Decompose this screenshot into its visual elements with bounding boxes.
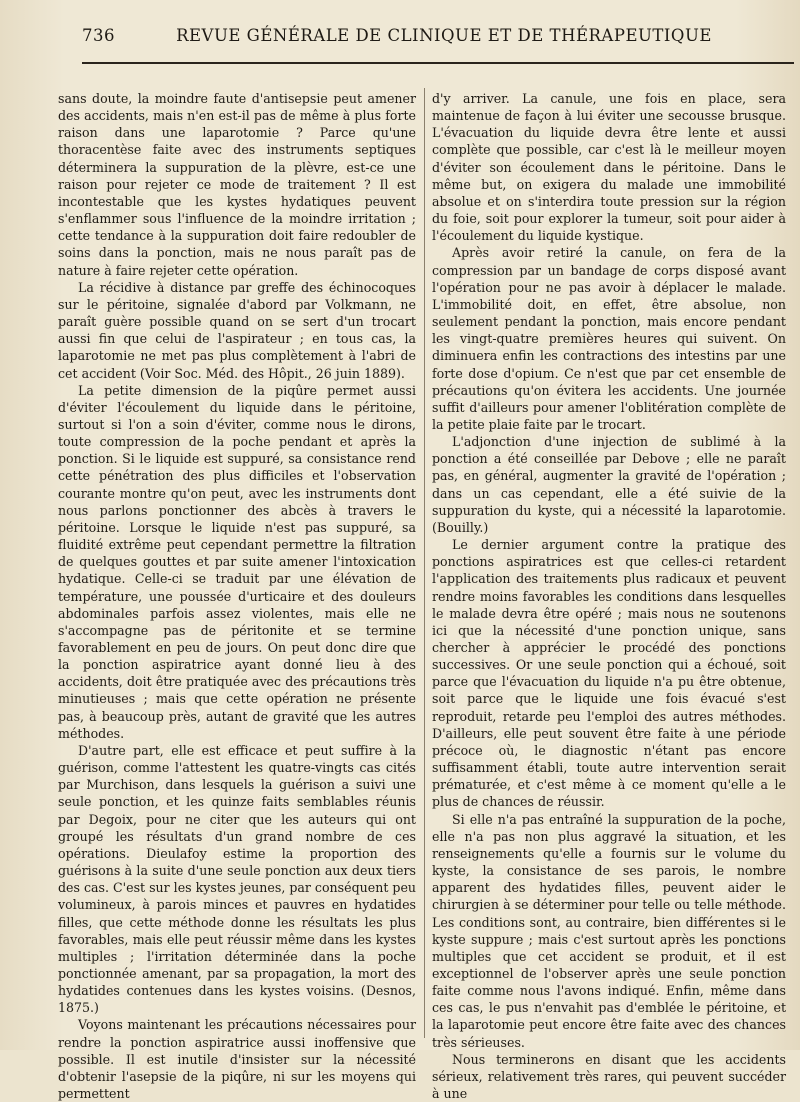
paragraph: Le dernier argument contre la pratique des ponctions aspiratrices est que celles-ci retardent l'application des traitements plus radicaux et peuvent rendre moins favorables les conditions dans lesquelles le malade devra être opéré ; mais nous ne soutenons ici que la nécessité d'une ponction unique, sans chercher à apprécier le procédé des ponctions successives. Or une seule ponction qui a échoué, soit parce que l'évacuation du liquide n'a pu être obtenue, soit parce que le liquide une fois évacué s'est reproduit, retarde peu l'emploi des autres méthodes. D'ailleurs, elle peut souvent être faite à une période précoce où, le diagnostic n'étant pas encore suffisamment établi, toute autre intervention serait prématurée, et c'est même à ce moment qu'elle a le plus de chances de réussir. bbox=[432, 537, 786, 810]
header-rule bbox=[82, 62, 794, 64]
paragraph: d'y arriver. La canule, une fois en place, sera maintenue de façon à lui éviter une secousse brusque. L'évacuation du liquide devra être lente et aussi complète que possible, car c'est là le meilleur moyen d'éviter son écoulement dans le péritoine. Dans le même but, on exigera du malade une immobilité absolue et on s'interdira toute pression sur la région du foie, soit pour explorer la tumeur, soit pour aider à l'écoulement du liquide kystique. bbox=[432, 91, 786, 244]
right-column bbox=[432, 90, 786, 1102]
paragraph: sans doute, la moindre faute d'antisepsie peut amener des accidents, mais n'en est-il pas de même à plus forte raison dans une laparotomie ? Parce qu'une thoracentèse faite avec des instruments septiques déterminera la suppuration de la plèvre, est-ce une raison pour rejeter ce mode de traitement ? Il est incontestable que les kystes hydatiques peuvent s'enflammer sous l'influence de la moindre irritation ; cette tendance à la suppuration doit faire redoubler de soins dans la ponction, mais ne nous paraît pas de nature à faire rejeter cette opération. bbox=[58, 91, 416, 278]
paragraph: Nous terminerons en disant que les accidents sérieux, relativement très rares, qui peuvent succéder à une bbox=[432, 1051, 786, 1102]
paragraph: Après avoir retiré la canule, on fera de la compression par un bandage de corps disposé avant l'opération pour ne pas avoir à déplacer le malade. L'immobilité doit, en effet, être absolue, non seulement pendant la ponction, mais encore pendant les vingt-quatre premières heures qui suivent. On diminuera enfin les contractions des intestins par une forte dose d'opium. Ce n'est que par cet ensemble de précautions qu'on évitera les accidents. Une journée suffit d'ailleurs pour amener l'oblitération complète de la petite plaie faite par le trocart. bbox=[432, 245, 786, 432]
page-number: 736 bbox=[82, 26, 115, 45]
paragraph: Si elle n'a pas entraîné la suppuration de la poche, elle n'a pas non plus aggravé la situation, et les renseignements qu'elle a fournis sur le volume du kyste, la consistance de ses parois, le nombre apparent des hydatides filles, peuvent aider le chirurgien à se déterminer pour telle ou telle méthode. Les conditions sont, au contraire, bien différentes si le kyste suppure ; mais c'est surtout après les ponctions multiples que cet accident se produit, et il est exceptionnel de l'observer après une seule ponction faite comme nous l'avons indiqué. Enfin, même dans ces cas, le pus n'envahit pas d'emblée le péritoine, et la laparotomie peut encore être faite avec des chances très sérieuses. bbox=[432, 811, 786, 1050]
paragraph: La récidive à distance par greffe des échinocoques sur le péritoine, signalée d'abord par Volkmann, ne paraît guère possible quand on se sert d'un trocart aussi fin que celui de l'aspirateur ; en tous cas, la laparotomie ne met pas plus complètement à l'abri de cet accident (Voir Soc. Méd. des Hôpit., 26 juin 1889). bbox=[58, 279, 416, 381]
paragraph: La petite dimension de la piqûre permet aussi d'éviter l'écoulement du liquide dans le péritoine, surtout si l'on a soin d'éviter, comme nous le dirons, toute compression de la poche pendant et après la ponction. Si le liquide est suppuré, sa consistance rend cette pénétration des plus difficiles et l'observation courante montre qu'on peut, avec les instruments dont nous parlons ponctionner des abcès à travers le péritoine. Lorsque le liquide n'est pas suppuré, sa fluidité extrême peut cependant permettre la filtration de quelques gouttes et par suite amener l'intoxication hydatique. Celle-ci se traduit par une élévation de température, une poussée d'urticaire et des douleurs abdominales parfois assez violentes, mais elle ne s'accompagne pas de péritonite et se termine favorablement en peu de jours. On peut donc dire que la ponction aspiratrice ayant donné lieu à des accidents, doit être pratiquée avec des précautions très minutieuses ; mais que cette opération ne présente pas, à beaucoup près, autant de gravité que les autres méthodes. bbox=[58, 382, 416, 741]
paragraph: D'autre part, elle est efficace et peut suffire à la guérison, comme l'attestent les quatre-vingts cas cités par Murchison, dans lesquels la guérison a suivi une seule ponction, et les quinze faits semblables réunis par Degoix, pour ne citer que les auteurs qui ont groupé les résultats d'un grand nombre de ces opérations. Dieulafoy estime la proportion des guérisons à la suite d'une seule ponction aux deux tiers des cas. C'est sur les kystes jeunes, par conséquent peu volumineux, à parois minces et pauvres en hydatides filles, que cette méthode donne les résultats les plus favorables, mais elle peut réussir même dans les kystes multiples ; l'irritation déterminée dans la poche ponctionnée amenant, par sa propagation, la mort des hydatides contenues dans les kystes voisins. (Desnos, 1875.) bbox=[58, 742, 417, 1016]
paragraph: L'adjonction d'une injection de sublimé à la ponction a été conseillée par Debove ; elle ne paraît pas, en général, augmenter la gravité de l'opération ; dans un cas cependant, elle a été suivie de la suppuration du kyste, qui a nécessité la laparotomie. (Bouilly.) bbox=[432, 434, 786, 535]
page-header bbox=[82, 26, 782, 52]
running-title: REVUE GÉNÉRALE DE CLINIQUE ET DE THÉRAPEUTIQUE bbox=[176, 26, 712, 45]
column-divider bbox=[424, 88, 425, 1038]
left-column bbox=[58, 90, 416, 1102]
paragraph: Voyons maintenant les précautions nécessaires pour rendre la ponction aspiratrice aussi inoffensive que possible. Il est inutile d'insister sur la nécessité d'obtenir l'asepsie de la piqûre, ni sur les moyens qui permettent bbox=[58, 1017, 416, 1102]
